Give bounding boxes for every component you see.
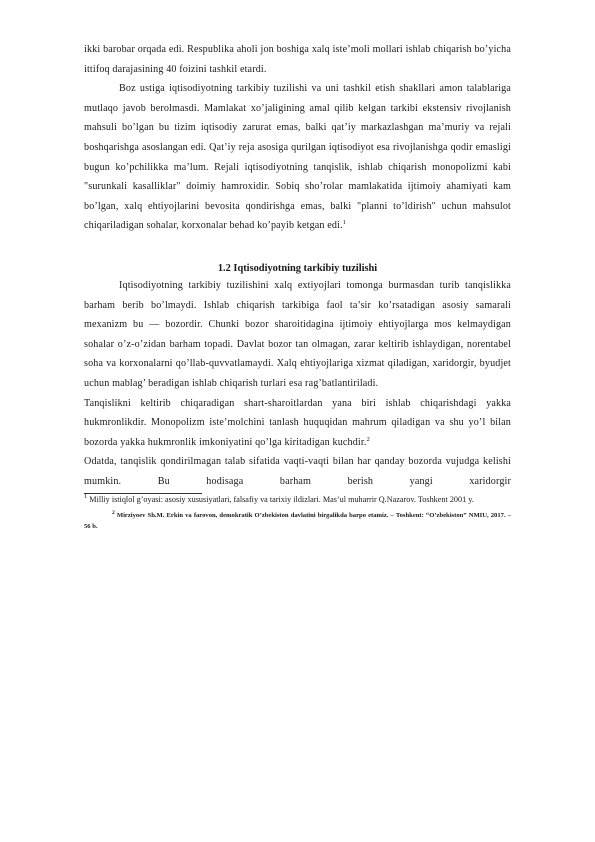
paragraph-2-text: Boz ustiga iqtisodiyotning tarkibiy tuzilishi va uni tashkil etish shakllari amon talablariga mutlaqo javob berolmasdi. Mamlakat xo’jaligining amal qilib kelgan tarkibi ekstensiv rivojlanish mahsuli bo’lgan bu tizim iqtisodiy zarurat emas, balki qat’iy markazlashgan ma’muriy va rejali boshqarishga asoslangan edi. Qat’iy reja asosiga qurilgan iqtisodiyot esa rivojlanishga qodir emasligi bugun ko’pchilikka ma’lum. Rejali iqtisodiyotning tanqislik, ishlab chiqarish monopolizmi kabi "surunkali kasalliklar" doimiy hamroxidir. Sobiq sho’rolar mamlakatida ijtimoiy ahamiyati kam bo’lgan, xalq ehtiyojlarini bevosita qondirishga emas, balki "planni to’ldirish" uchun mahsulot chiqariladigan sohalar, korxonalar behad ko’payib ketgan edi.	[84, 83, 511, 232]
footnote-2	[84, 510, 511, 532]
footnote-1	[84, 494, 511, 506]
paragraph-5-text: Odatda, tanqislik qondirilmagan talab sifatida vaqti-vaqti bilan har qanday bozorda vujudga kelishi mumkin. Bu hodisaga barham berish yangi xaridorgir	[84, 456, 511, 487]
footnote-1-number: 1	[84, 493, 88, 501]
paragraph-2	[84, 79, 511, 236]
paragraph-3-text: Iqtisodiyotning tarkibiy tuzilishini xalq extiyojlari tomonga burmasdan turib tanqislikka barham berib bo’lmaydi. Ishlab chiqarish tarkibiga faol ta’sir ko’rsatadigan asosiy samarali mexanizm bu — bozordir. Chunki bozor sharoitidagina ijtimoiy ehtiyojlarga mos kelmaydigan sohalar o’z-o’zidan barham topadi. Davlat bozor tan olmagan, zarar keltirib ishlaydigan, norentabel soha va korxonalarni qo’llab-quvvatlamaydi. Xalq ehtiyojlariga xizmat qiladigan, xaridorgir, byudjet uchun mablag’ beradigan ishlab chiqarish turlari esa rag’batlantiriladi.	[84, 279, 511, 389]
spacer	[84, 236, 511, 262]
footnote-ref-2[interactable]: 2	[366, 435, 370, 443]
paragraph-5	[84, 452, 511, 491]
footnote-1-text: Milliy istiqlol g’oyasi: asosiy xususiyatlari, falsafiy va tarixiy ildizlari. Mas’ul muharrir Q.Nazarov. Toshkent 2001 y.	[89, 495, 474, 505]
paragraph-3	[84, 276, 511, 394]
paragraph-4	[84, 394, 511, 453]
paragraph-4-text: Tanqislikni keltirib chiqaradigan shart-sharoitlardan yana biri ishlab chiqarishdagi yakka hukmronlikdir. Monopolizm iste’molchini tanlash huquqidan mahrum qiladigan va shu yo’l bilan bozorda yakka hukmronlik imkoniyatini qo’lga kiritadigan kuchdir.	[84, 397, 511, 448]
section-heading: 1.2 Iqtisodiyotning tarkibiy tuzilishi	[217, 262, 378, 274]
footnote-ref-1[interactable]: 1	[342, 219, 347, 227]
document-page	[84, 40, 511, 532]
paragraph-1-text: ikki barobar orqada edi. Respublika aholi jon boshiga xalq iste’moli mollari ishlab chiqarish bo’yicha ittifoq darajasining 40 foizini tashkil etardi.	[84, 44, 511, 75]
footnote-2-number: 2	[112, 509, 115, 516]
footnote-2-text: Mirziyoev Sh.M. Erkin va farovon, demokratik O’zbekiston davlatini birgalikda barpo etamiz. – Toshkent: “O’zbekiston” NMIU, 2017. – 56 b.	[84, 511, 512, 530]
paragraph-1	[84, 40, 511, 79]
